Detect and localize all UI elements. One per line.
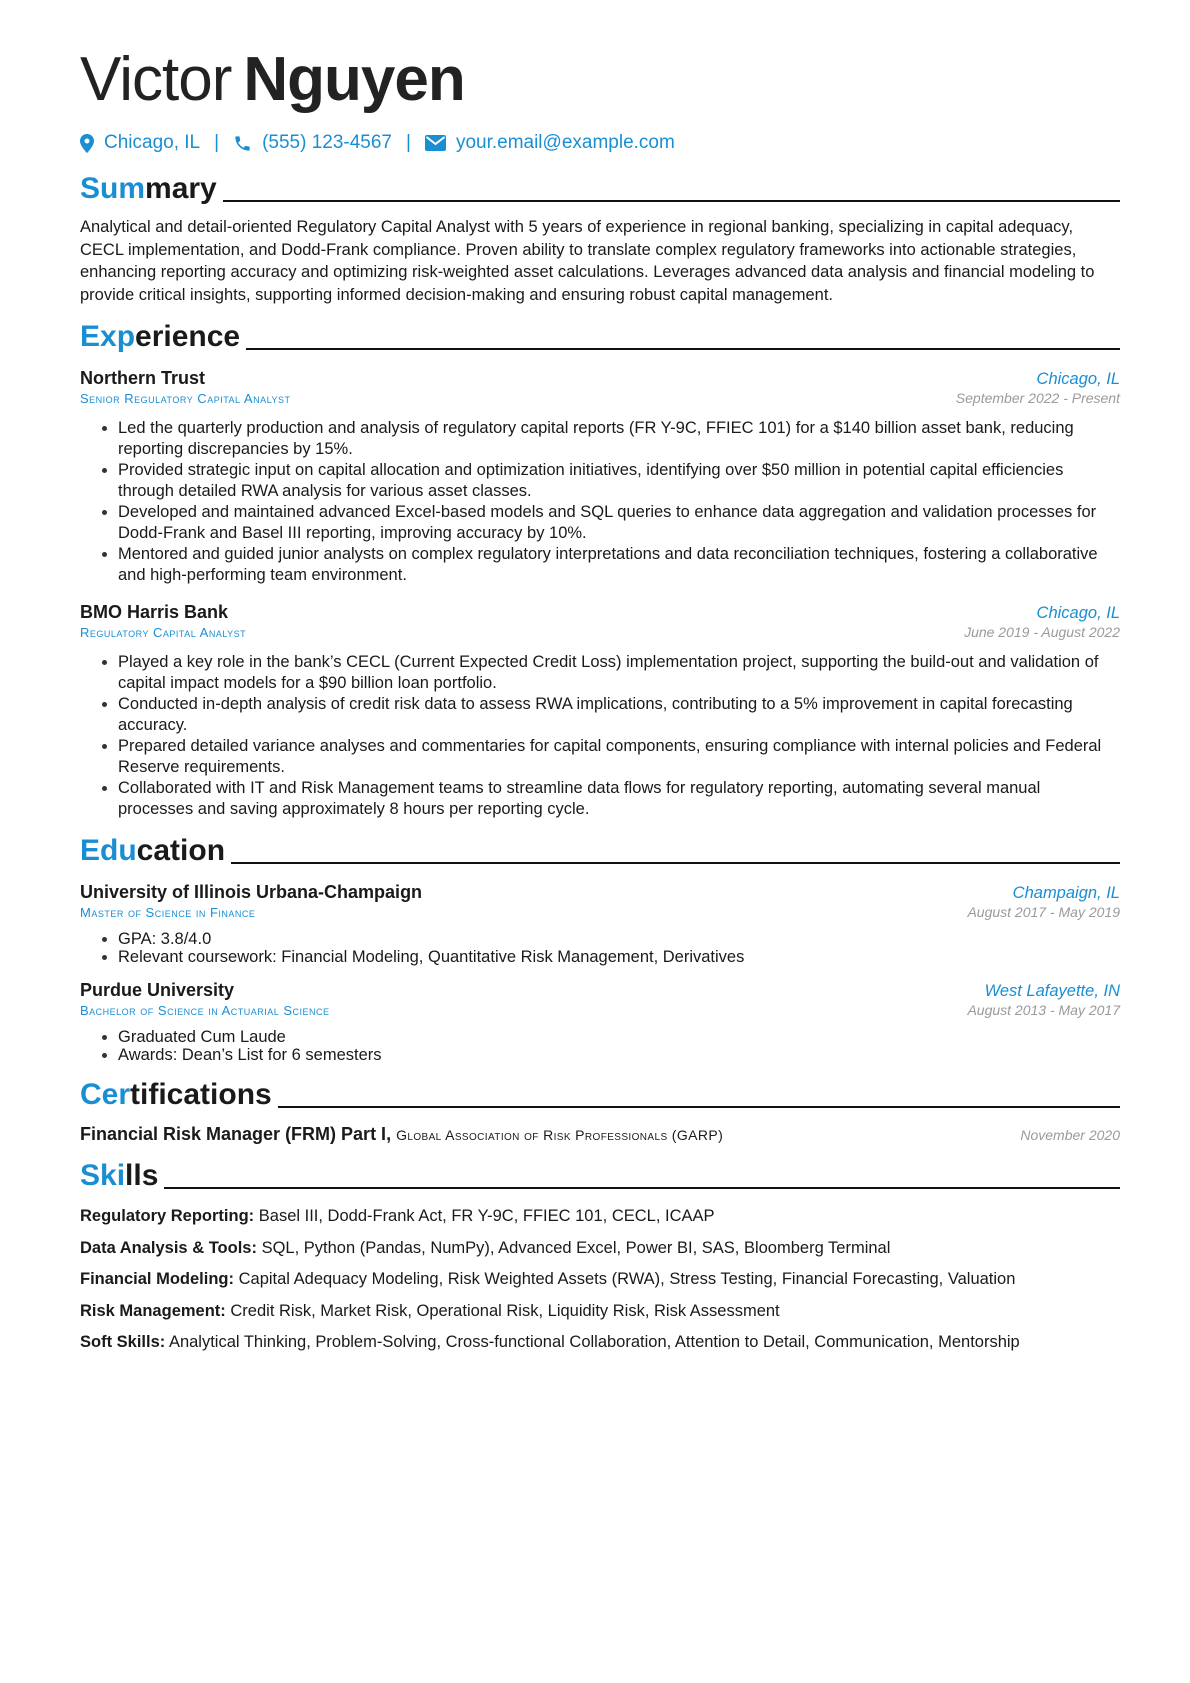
certification-date: November 2020	[1020, 1127, 1120, 1143]
skill-row	[80, 1300, 1120, 1322]
education-bullets	[80, 1028, 1120, 1064]
certification-name: Financial Risk Manager (FRM) Part I	[80, 1124, 387, 1144]
skill-category: Risk Management:	[80, 1301, 226, 1320]
skill-values: Analytical Thinking, Problem-Solving, Cross-functional Collaboration, Attention to Detail, Communication, Mentorship	[168, 1333, 1020, 1351]
certification-entry: Financial Risk Manager (FRM) Part I, Global Association of Risk Professionals (GARP) November 2020	[80, 1124, 1120, 1144]
skill-row	[80, 1331, 1120, 1353]
school-location: Champaign, IL	[1012, 884, 1120, 902]
section-rule	[246, 348, 1120, 350]
summary-text: Analytical and detail-oriented Regulatory Capital Analyst with 5 years of experience in regional banking, specializing in capital adequacy, CECL implementation, and Dodd-Frank compliance. Proven ability to translate complex regulatory frameworks into actionable strategies, enhancing reporting accuracy and optimizing risk-weighted asset calculations. Leverages advanced data analysis and financial modeling to provide critical insights, supporting informed decision-making and ensuring robust capital management.	[80, 218, 1095, 304]
job-location: Chicago, IL	[1036, 370, 1120, 388]
phone-icon	[233, 134, 252, 153]
skill-row	[80, 1205, 1120, 1227]
section-title: Experience	[80, 320, 241, 353]
certification-issuer: Global Association of Risk Professionals (GARP)	[396, 1127, 724, 1143]
certifications-heading	[80, 1074, 1120, 1114]
skill-values: SQL, Python (Pandas, NumPy), Advanced Excel, Power BI, SAS, Bloomberg Terminal	[261, 1238, 891, 1257]
bullet-item: • Graduated Cum Laude	[118, 1028, 1120, 1046]
school-name: University of Illinois Urbana-Champaign	[80, 882, 423, 902]
contact-email[interactable]	[425, 132, 675, 154]
school-name: Purdue University	[80, 980, 235, 1000]
envelope-icon	[425, 135, 446, 151]
bullet-item: • GPA: 3.8/4.0	[118, 930, 1120, 948]
skill-values: Credit Risk, Market Risk, Operational Risk, Liquidity Risk, Risk Assessment	[230, 1301, 780, 1320]
job-bullets	[80, 652, 1120, 820]
email-text: your.email@example.com	[455, 132, 675, 153]
candidate-name	[80, 40, 1120, 120]
section-rule	[231, 862, 1120, 864]
section-title: Certifications	[80, 1078, 272, 1111]
section-rule	[164, 1187, 1120, 1189]
first-name: Victor	[80, 45, 232, 114]
degree: Master of Science in Finance	[80, 905, 256, 920]
bullet-item: • Developed and maintained advanced Excel-based models and SQL queries to enhance data aggregation and validation processes for Dodd-Frank and Basel III reporting, improving accuracy by 10%.	[118, 502, 1120, 544]
location-text: Chicago, IL	[104, 132, 201, 153]
education-entry	[80, 980, 1120, 1064]
company-name: BMO Harris Bank	[80, 602, 229, 622]
contact-phone[interactable]	[233, 132, 392, 154]
skills-heading	[80, 1155, 1120, 1195]
bullet-item: • Mentored and guided junior analysts on complex regulatory interpretations and data reconciliation techniques, fostering a collaborative and high-performing team environment.	[118, 544, 1120, 586]
skill-category: Data Analysis & Tools:	[80, 1238, 257, 1257]
education-entry	[80, 882, 1120, 966]
school-dates: August 2017 - May 2019	[967, 904, 1120, 920]
skills-list	[80, 1205, 1120, 1353]
skill-values: Capital Adequacy Modeling, Risk Weighted Assets (RWA), Stress Testing, Financial Forecasting, Valuation	[238, 1270, 1016, 1288]
section-title: Summary	[80, 172, 217, 205]
job-bullets	[80, 418, 1120, 586]
last-name: Nguyen	[243, 45, 465, 114]
bullet-item: • Provided strategic input on capital allocation and optimization initiatives, identifying over $50 million in potential capital efficiencies through detailed RWA analysis for various asset classes.	[118, 460, 1120, 502]
job-dates: September 2022 - Present	[955, 390, 1120, 406]
bullet-item: • Played a key role in the bank’s CECL (Current Expected Credit Loss) implementation project, supporting the build-out and validation of capital impact models for a $90 billion loan portfolio.	[118, 652, 1120, 694]
skill-values: Basel III, Dodd-Frank Act, FR Y-9C, FFIEC 101, CECL, ICAAP	[258, 1207, 715, 1225]
job-title: Senior Regulatory Capital Analyst	[80, 391, 291, 406]
degree: Bachelor of Science in Actuarial Science	[80, 1003, 330, 1018]
skill-category: Financial Modeling:	[80, 1270, 235, 1288]
contact-separator: |	[406, 132, 411, 153]
phone-text: (555) 123-4567	[262, 132, 392, 153]
bullet-item: • Prepared detailed variance analyses and commentaries for capital components, ensuring compliance with internal policies and Federal Reserve requirements.	[118, 736, 1120, 778]
section-rule	[278, 1106, 1120, 1108]
education-bullets	[80, 930, 1120, 966]
bullet-item: • Relevant coursework: Financial Modeling, Quantitative Risk Management, Derivatives	[118, 948, 1120, 966]
section-rule	[223, 200, 1120, 202]
contact-separator: |	[214, 132, 220, 153]
contact-location	[80, 132, 200, 154]
skill-category: Regulatory Reporting:	[80, 1207, 255, 1225]
resume-page	[80, 40, 1120, 1363]
bullet-item: • Collaborated with IT and Risk Management teams to streamline data flows for regulatory reporting, automating several manual processes and saving approximately 8 hours per reporting cycle.	[118, 778, 1120, 820]
skill-row	[80, 1237, 1120, 1259]
bullet-item: • Conducted in-depth analysis of credit risk data to assess RWA implications, contributing to a 5% improvement in capital forecasting accuracy.	[118, 694, 1120, 736]
company-name: Northern Trust	[80, 368, 206, 388]
school-location: West Lafayette, IN	[984, 982, 1120, 1000]
skill-category: Soft Skills:	[80, 1333, 166, 1351]
contact-bar	[80, 128, 1120, 158]
skill-row	[80, 1268, 1120, 1290]
bullet-item: • Led the quarterly production and analysis of regulatory capital reports (FR Y-9C, FFIEC 101) for a $140 billion asset bank, reducing reporting discrepancies by 15%.	[118, 418, 1120, 460]
school-dates: August 2013 - May 2017	[967, 1002, 1120, 1018]
education-heading	[80, 830, 1120, 870]
map-pin-icon	[80, 134, 94, 153]
job-location: Chicago, IL	[1036, 604, 1120, 622]
job-dates: June 2019 - August 2022	[964, 624, 1120, 640]
bullet-item: • Awards: Dean’s List for 6 semesters	[118, 1046, 1120, 1064]
section-title: Skills	[80, 1159, 159, 1192]
experience-heading	[80, 316, 1120, 356]
section-title: Education	[80, 834, 226, 867]
job-entry	[80, 602, 1120, 820]
job-title: Regulatory Capital Analyst	[80, 625, 247, 640]
summary-heading	[80, 168, 1120, 208]
job-entry	[80, 368, 1120, 586]
